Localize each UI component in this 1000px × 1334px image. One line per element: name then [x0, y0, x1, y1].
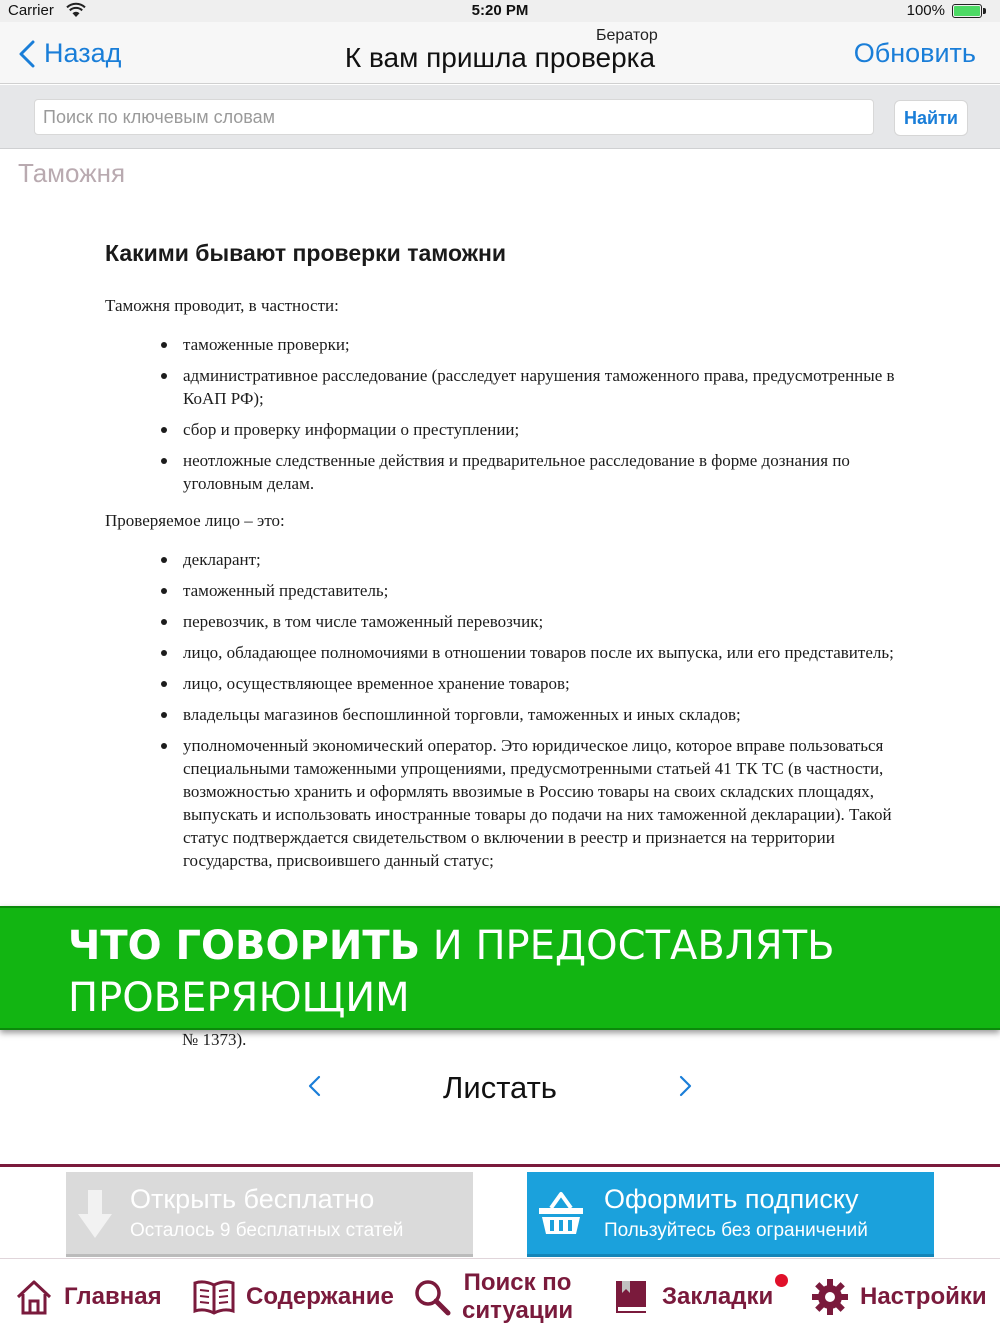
book-icon: [192, 1277, 236, 1317]
promo-strong-text: ЧТО ГОВОРИТЬ: [68, 923, 421, 969]
tab-settings-label: Настройки: [860, 1283, 987, 1310]
subscribe-subtitle: Пользуйтесь без ограничений: [604, 1220, 868, 1241]
tab-bookmarks-label: Закладки: [662, 1283, 774, 1310]
open-free-button[interactable]: [66, 1172, 473, 1257]
download-arrow-icon: [78, 1190, 112, 1240]
notification-badge: [775, 1274, 788, 1287]
tab-bar: [0, 1258, 1000, 1334]
battery-percent: 100%: [906, 2, 945, 19]
tab-settings[interactable]: [810, 1259, 987, 1334]
carrier-label: Carrier: [8, 2, 54, 19]
next-page-icon[interactable]: [675, 1074, 695, 1098]
list-item: лицо, обладающее полномочиями в отношении товаров после их выпуска, или его представитель;: [161, 641, 925, 664]
article-body: [105, 238, 925, 886]
promo-banner: [0, 906, 1000, 1030]
customs-activities-list: [161, 333, 925, 495]
list-item: административное расследование (расследует нарушения таможенного права, предусмотренные в КоАП РФ);: [161, 364, 925, 410]
tab-situation-search-label: [462, 1269, 573, 1325]
list-item: сбор и проверку информации о преступлении;: [161, 418, 925, 441]
article-heading: Какими бывают проверки таможни: [105, 240, 507, 266]
page-title: К вам пришла проверка: [344, 42, 656, 73]
tab-contents[interactable]: [192, 1259, 394, 1334]
list-item: таможенный представитель;: [161, 579, 925, 602]
tab-situation-search-line1: Поиск по: [463, 1269, 572, 1296]
clock: 5:20 PM: [471, 2, 529, 19]
gear-icon: [810, 1277, 850, 1317]
open-free-title: Открыть бесплатно: [130, 1184, 375, 1214]
bookmark-book-icon: [612, 1277, 652, 1317]
open-free-subtitle: Осталось 9 бесплатных статей: [130, 1220, 404, 1241]
nav-subtitle: Бератор: [596, 27, 658, 44]
refresh-button[interactable]: Обновить: [853, 38, 976, 68]
section-title: Таможня: [18, 158, 126, 188]
basket-icon: [537, 1188, 585, 1238]
back-label: Назад: [44, 38, 122, 68]
article-paragraph: Проверяемое лицо – это:: [105, 511, 285, 530]
search-input[interactable]: [34, 99, 874, 135]
tab-home-label: Главная: [64, 1283, 162, 1310]
promo-rest-text: И ПРЕДОСТАВЛЯТЬ ПРОВЕРЯЮЩИМ: [68, 923, 835, 1021]
tab-situation-search[interactable]: [412, 1259, 573, 1334]
inspected-persons-list: [161, 548, 925, 872]
status-bar: [0, 0, 1000, 22]
tab-situation-search-line2: ситуации: [462, 1297, 574, 1324]
list-item: перевозчик, в том числе таможенный перевозчик;: [161, 610, 925, 633]
list-item: уполномоченный экономический оператор. Это юридическое лицо, которое вправе пользоваться специальными таможенными упрощениями, предусмотренными статьей 41 ТК ТС (в частности, возможностью хранить и оформлять ввозимые в Россию товары на своих складских площадях, выпускать и использовать иностранные товары до подачи на них таможенной декларации). Такой статус подтверждается свидетельством о включении в реестр и признается на территории государства, присвоившего данный статус;: [161, 734, 925, 872]
home-icon: [14, 1277, 54, 1317]
tab-bookmarks[interactable]: [612, 1259, 773, 1334]
navigation-bar: [0, 22, 1000, 84]
search-bar: [0, 85, 1000, 149]
list-item: неотложные следственные действия и предварительное расследование в форме дознания по уголовным делам.: [161, 449, 925, 495]
subscribe-title: Оформить подписку: [604, 1184, 859, 1214]
list-item: декларант;: [161, 548, 925, 571]
tab-home[interactable]: [14, 1259, 162, 1334]
list-item: лицо, осуществляющее временное хранение товаров;: [161, 672, 925, 695]
search-icon: [412, 1277, 452, 1317]
action-area: [0, 1164, 1000, 1258]
find-button[interactable]: Найти: [894, 100, 968, 136]
subscribe-button[interactable]: [527, 1172, 934, 1257]
article-paragraph: Таможня проводит, в частности:: [105, 296, 339, 315]
article-tail-text: № 1373).: [182, 1030, 247, 1049]
list-item: владельцы магазинов беспошлинной торговли, таможенных и иных складов;: [161, 703, 925, 726]
tab-contents-label: Содержание: [246, 1283, 394, 1310]
pager-label: Листать: [443, 1070, 557, 1105]
list-item: таможенные проверки;: [161, 333, 925, 356]
battery-icon: [952, 4, 982, 18]
